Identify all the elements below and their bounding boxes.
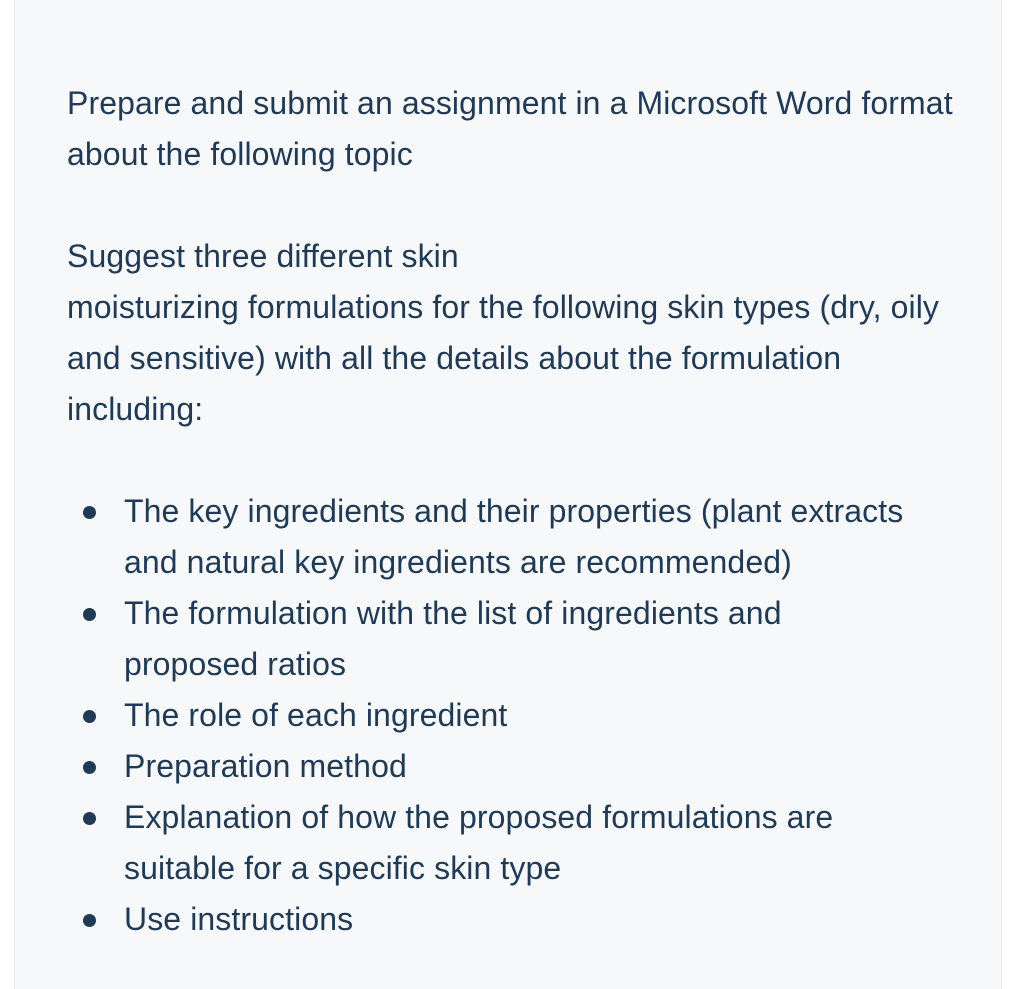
list-item-text: Preparation method [124, 748, 407, 784]
requirements-list [67, 486, 967, 945]
message-card [14, 0, 1002, 989]
list-item-text: Use instructions [124, 901, 354, 937]
list-item [67, 741, 924, 792]
list-item-text: Explanation of how the proposed formulations are suitable for a specific skin type [124, 799, 834, 886]
list-item [67, 792, 924, 894]
bullet-icon [83, 608, 96, 621]
bullet-icon [83, 812, 96, 825]
bullet-icon [83, 506, 96, 519]
task-line-2: moisturizing formulations for the following skin types (dry, oily and sensitive) with all the details about the formulation including: [67, 289, 940, 427]
task-line-1: Suggest three different skin [67, 238, 459, 274]
bullet-icon [83, 710, 96, 723]
task-paragraph [67, 231, 967, 435]
list-item [67, 588, 924, 690]
list-item [67, 486, 924, 588]
list-item-text: The role of each ingredient [124, 697, 508, 733]
list-item [67, 894, 924, 945]
bullet-icon [83, 761, 96, 774]
list-item [67, 690, 924, 741]
list-item-text: The formulation with the list of ingredients and proposed ratios [124, 595, 782, 682]
bullet-icon [83, 914, 96, 927]
message-content [67, 78, 967, 945]
list-item-text: The key ingredients and their properties (plant extracts and natural key ingredients are recommended) [124, 493, 904, 580]
intro-paragraph: Prepare and submit an assignment in a Microsoft Word format about the following topic [67, 85, 953, 172]
